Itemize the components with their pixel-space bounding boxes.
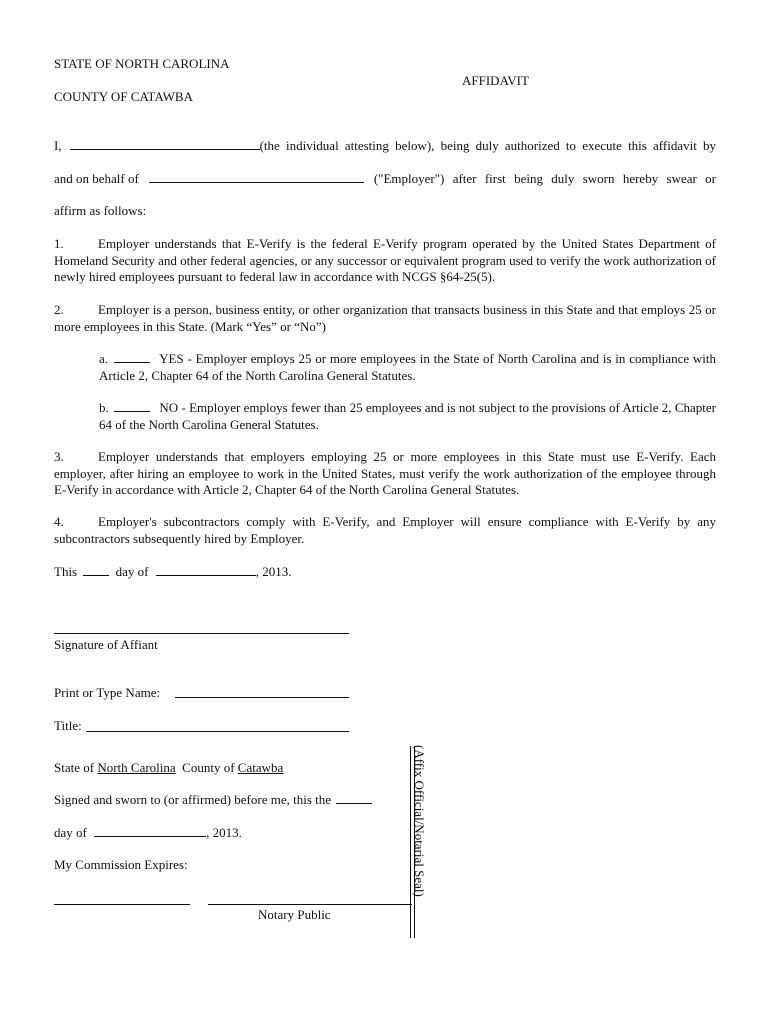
sworn-text: Signed and sworn to (or affirmed) before me, this the <box>54 792 332 807</box>
no-mark-blank[interactable] <box>114 400 150 412</box>
notary-signature-line[interactable] <box>208 904 412 905</box>
state-prefix: State of <box>54 760 95 775</box>
signature-label: Signature of Affiant <box>54 637 158 652</box>
sworn-day-blank[interactable] <box>336 792 372 804</box>
item-text: Employer understands that E-Verify is the federal E-Verify program operated by the United States Department of Homeland Security and other federal agencies, or any successor or equivalent program used to verify the work authorization of newly hired employees pursuant to federal law in accordance with NCGS §64-25(5). <box>54 236 716 284</box>
notary-month-blank[interactable] <box>94 825 206 837</box>
sworn-line <box>54 792 372 808</box>
option-b-label: b. <box>99 400 109 415</box>
signature-line[interactable] <box>54 633 349 634</box>
day-of-label: day of <box>115 564 149 579</box>
item-text: Employer's subcontractors comply with E-Verify, and Employer will ensure compliance with E-Verify by any subcontractors subsequently hired by Employer. <box>54 514 716 546</box>
yes-mark-blank[interactable] <box>114 351 150 363</box>
print-name-line[interactable] <box>175 697 349 698</box>
intro-line-2-text: ("Employer") after first being duly sworn hereby swear or <box>373 171 716 186</box>
notary-public-label: Notary Public <box>258 907 331 922</box>
intro-line-2 <box>54 171 716 187</box>
this-label: This <box>54 564 78 579</box>
month-blank[interactable] <box>156 564 256 576</box>
notary-date-line <box>54 825 242 841</box>
option-b-text: NO - Employer employs fewer than 25 employees and is not subject to the provisions of Article 2, Chapter 64 of the North Carolina General Statutes. <box>99 400 717 432</box>
intro-line-1-text: (the individual attesting below), being duly authorized to execute this affidavit by <box>259 138 716 153</box>
item-2 <box>54 302 716 335</box>
employer-name-blank[interactable] <box>149 171 364 183</box>
item-number: 4. <box>54 514 64 529</box>
title-label: Title: <box>54 718 82 733</box>
day-blank[interactable] <box>83 564 109 576</box>
title-line[interactable] <box>86 731 349 732</box>
commission-label: My Commission Expires: <box>54 857 188 872</box>
option-a-label: a. <box>99 351 109 366</box>
option-yes <box>99 351 716 384</box>
year-label: , 2013. <box>255 564 292 579</box>
affidavit-title: AFFIDAVIT <box>462 73 529 88</box>
item-3 <box>54 449 716 499</box>
county-heading: COUNTY OF CATAWBA <box>54 89 193 104</box>
notary-day-of-label: day of <box>54 825 87 840</box>
intro-line-1 <box>54 138 716 154</box>
item-text: Employer is a person, business entity, or other organization that transacts business in this State and that employs 25 or more employees in this State. (Mark “Yes” or “No”) <box>54 302 716 334</box>
county-prefix: County of <box>182 760 235 775</box>
commission-date-line[interactable] <box>54 904 190 905</box>
notary-venue <box>54 760 283 776</box>
item-1 <box>54 236 716 286</box>
item-text: Employer understands that employers employing 25 or more employees in this State must use E-Verify. Each employer, after hiring an employee to work in the United States, must verify the work authorization of the employee through E-Verify in accordance with Article 2, Chapter 64 of the North Carolina General Statutes. <box>54 449 716 497</box>
notary-county: Catawba <box>237 760 284 775</box>
notary-state: North Carolina <box>97 760 176 775</box>
notarial-seal-label: (Affix Official/Notarial Seal) <box>412 745 427 897</box>
print-name-label: Print or Type Name: <box>54 685 161 700</box>
intro-line-3: affirm as follows: <box>54 203 147 218</box>
item-number: 1. <box>54 236 64 251</box>
intro-i-label: I, <box>54 138 62 153</box>
on-behalf-label: and on behalf of <box>54 171 139 186</box>
state-heading: STATE OF NORTH CAROLINA <box>54 56 230 71</box>
affiant-name-blank[interactable] <box>70 138 260 150</box>
item-4 <box>54 514 716 547</box>
execution-date-line <box>54 564 291 580</box>
option-a-text: YES - Employer employs 25 or more employees in the State of North Carolina and is in compliance with Article 2, Chapter 64 of the North Carolina General Statutes. <box>99 351 717 383</box>
item-number: 3. <box>54 449 64 464</box>
item-number: 2. <box>54 302 64 317</box>
option-no <box>99 400 716 433</box>
notary-year-label: , 2013. <box>206 825 242 840</box>
